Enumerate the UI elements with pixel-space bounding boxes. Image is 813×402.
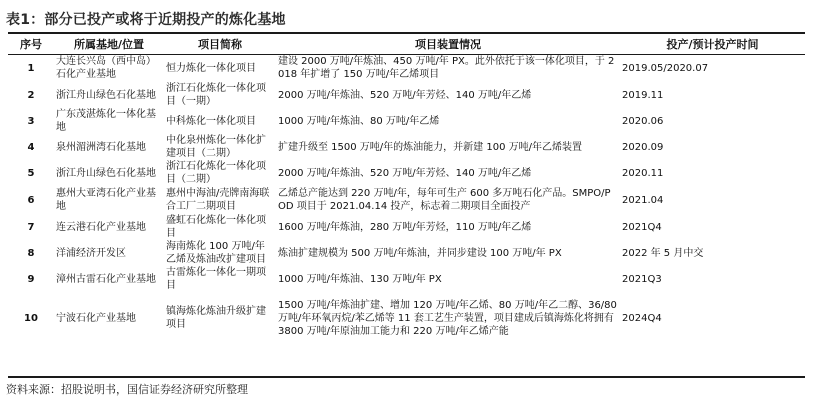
cell-start-time: 2019.05/2020.07 <box>622 62 709 74</box>
table-row <box>8 54 805 82</box>
cell-base-location: 浙江舟山绿色石化基地 <box>56 167 156 179</box>
cell-index: 8 <box>27 247 35 259</box>
cell-index: 5 <box>27 167 35 179</box>
cell-project-name: 盛虹石化炼化一体化项目 <box>166 215 266 239</box>
cell-start-time: 2022 年 5 月中交 <box>622 247 704 259</box>
cell-project-name: 镇海炼化炼油升级扩建项目 <box>166 306 266 330</box>
cell-index: 10 <box>24 312 38 324</box>
table-row <box>8 214 805 240</box>
cell-start-time: 2021.04 <box>622 194 664 206</box>
cell-index: 4 <box>27 141 35 153</box>
cell-project-facilities: 乙烯总产能达到 220 万吨/年，每年可生产 600 多万吨石化产品。SMPO/POD 项目于 2021.04.14 投产，标志着二期项目全面投产 <box>278 188 611 212</box>
header-base-location: 所属基地/位置 <box>73 38 145 51</box>
cell-base-location: 泉州湄洲湾石化基地 <box>56 141 146 153</box>
cell-base-location: 宁波石化产业基地 <box>56 312 136 324</box>
refinery-base-table <box>8 34 805 344</box>
cell-base-location: 连云港石化产业基地 <box>56 221 146 233</box>
header-start-time: 投产/预计投产时间 <box>666 38 759 51</box>
header-project-name: 项目简称 <box>198 38 242 51</box>
cell-base-location: 大连长兴岛（西中岛）石化产业基地 <box>56 56 156 80</box>
cell-base-location: 广东茂湛炼化一体化基地 <box>56 109 156 133</box>
cell-index: 6 <box>27 194 35 206</box>
cell-index: 2 <box>27 89 35 101</box>
cell-index: 9 <box>27 273 35 285</box>
table-row <box>8 266 805 292</box>
cell-start-time: 2021Q4 <box>622 221 662 233</box>
cell-project-facilities: 1500 万吨/年炼油扩建、增加 120 万吨/年乙烯、80 万吨/年乙二醇、36/80 万吨/年环氧丙烷/苯乙烯等 11 套工艺生产装置，项目建成后镇海炼化将拥有 3800 万吨/年原油加工能力和 220 万吨/年乙烯产能 <box>278 299 617 337</box>
header-project-facilities: 项目装置情况 <box>415 38 481 51</box>
table-row <box>8 160 805 186</box>
cell-base-location: 洋浦经济开发区 <box>56 247 126 259</box>
cell-project-name: 浙江石化炼化一体化项目（二期） <box>166 161 266 185</box>
table-row <box>8 240 805 266</box>
cell-project-name: 古雷炼化一体化一期项目 <box>166 267 266 291</box>
table-row <box>8 292 805 344</box>
cell-project-name: 惠州中海油/壳牌南海联合工厂二期项目 <box>166 188 270 212</box>
cell-project-facilities: 2000 万吨/年炼油、520 万吨/年芳烃、140 万吨/年乙烯 <box>278 167 532 179</box>
cell-project-facilities: 炼油扩建规模为 500 万吨/年炼油，并同步建设 100 万吨/年 PX <box>278 247 562 259</box>
cell-start-time: 2021Q3 <box>622 273 662 285</box>
cell-project-name: 海南炼化 100 万吨/年乙烯及炼油改扩建项目 <box>166 241 266 265</box>
cell-start-time: 2020.09 <box>622 141 664 153</box>
cell-start-time: 2020.11 <box>622 167 664 179</box>
cell-index: 7 <box>27 221 35 233</box>
cell-index: 1 <box>27 62 35 74</box>
table-title: 表1：部分已投产或将于近期投产的炼化基地 <box>6 12 286 28</box>
cell-start-time: 2019.11 <box>622 89 664 101</box>
table-row <box>8 186 805 214</box>
cell-project-facilities: 扩建升级至 1500 万吨/年的炼油能力，并新建 100 万吨/年乙烯装置 <box>278 141 582 153</box>
cell-base-location: 漳州古雷石化产业基地 <box>56 273 156 285</box>
cell-base-location: 惠州大亚湾石化产业基地 <box>56 188 156 212</box>
cell-project-facilities: 1000 万吨/年炼油、80 万吨/年乙烯 <box>278 115 440 127</box>
header-index: 序号 <box>20 38 42 51</box>
source-note: 资料来源：招股说明书，国信证券经济研究所整理 <box>6 383 248 396</box>
cell-index: 3 <box>27 115 35 127</box>
cell-project-facilities: 1000 万吨/年炼油、130 万吨/年 PX <box>278 273 442 285</box>
table-row <box>8 82 805 108</box>
cell-start-time: 2020.06 <box>622 115 664 127</box>
table-header-row <box>8 34 805 54</box>
cell-project-facilities: 建设 2000 万吨/年炼油、450 万吨/年 PX。此外依托于该一体化项目，于 2018 年扩增了 150 万吨/年乙烯项目 <box>278 56 615 80</box>
cell-project-facilities: 1600 万吨/年炼油，280 万吨/年芳烃，110 万吨/年乙烯 <box>278 221 532 233</box>
table-bottom-rule <box>8 376 805 378</box>
table-row <box>8 108 805 134</box>
cell-project-name: 中化泉州炼化一体化扩建项目（二期） <box>166 135 266 159</box>
cell-project-name: 浙江石化炼化一体化项目（一期） <box>166 83 266 107</box>
cell-base-location: 浙江舟山绿色石化基地 <box>56 89 156 101</box>
cell-start-time: 2024Q4 <box>622 312 662 324</box>
cell-project-name: 恒力炼化一体化项目 <box>166 62 256 74</box>
table-row <box>8 134 805 160</box>
cell-project-facilities: 2000 万吨/年炼油、520 万吨/年芳烃、140 万吨/年乙烯 <box>278 89 532 101</box>
cell-project-name: 中科炼化一体化项目 <box>166 115 256 127</box>
